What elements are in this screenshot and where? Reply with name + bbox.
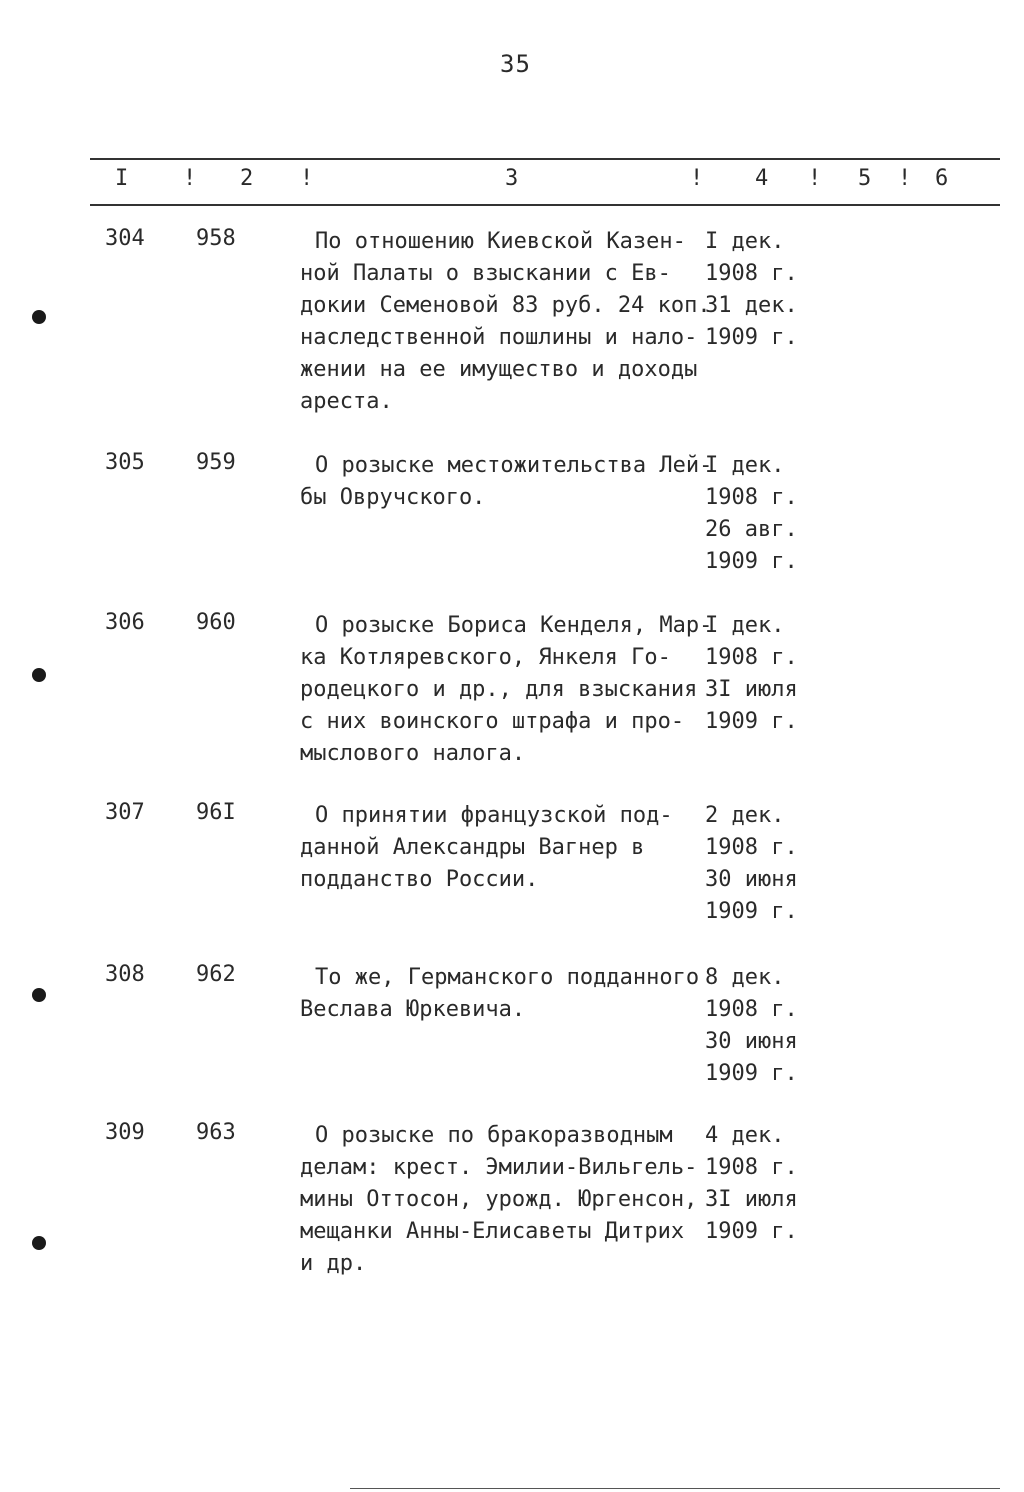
- date-line: 30 июня: [705, 1029, 798, 1054]
- date-line: 1909 г.: [705, 325, 798, 350]
- record-number: 309: [105, 1120, 145, 1145]
- header-separator: !: [183, 166, 197, 191]
- description-line: О розыске Бориса Кенделя, Мар-: [315, 613, 713, 638]
- description-line: ной Палаты о взыскании с Ев-: [300, 261, 671, 286]
- date-line: 1909 г.: [705, 1219, 798, 1244]
- record-number: 306: [105, 610, 145, 635]
- record-description: [300, 1120, 700, 1280]
- description-line: и др.: [300, 1251, 367, 1276]
- punch-hole-mark: [32, 668, 46, 682]
- description-line: данной Александры Вагнер в: [300, 835, 645, 860]
- record-dates: [705, 226, 815, 354]
- record-number: 304: [105, 226, 145, 251]
- description-line: делам: крест. Эмилии-Вильгель-: [300, 1155, 698, 1180]
- record-dates: [705, 610, 815, 738]
- header-col-4: 4: [755, 166, 769, 191]
- date-line: 1909 г.: [705, 549, 798, 574]
- punch-hole-mark: [32, 310, 46, 324]
- date-line: 8 дек.: [705, 965, 785, 990]
- file-number: 958: [196, 226, 236, 251]
- file-number: 960: [196, 610, 236, 635]
- date-line: 3I июля: [705, 1187, 798, 1212]
- header-col-2: 2: [240, 166, 254, 191]
- table-header-rule: [90, 204, 1000, 206]
- file-number: 962: [196, 962, 236, 987]
- date-line: I дек.: [705, 613, 785, 638]
- file-number: 959: [196, 450, 236, 475]
- date-line: 4 дек.: [705, 1123, 785, 1148]
- date-line: 30 июня: [705, 867, 798, 892]
- description-line: Веслава Юркевича.: [300, 997, 526, 1022]
- record-description: [300, 450, 713, 514]
- header-separator: !: [690, 166, 704, 191]
- description-line: ка Котляревского, Янкеля Го-: [300, 645, 671, 670]
- punch-hole-mark: [32, 988, 46, 1002]
- description-line: докии Семеновой 83 руб. 24 коп.: [300, 293, 711, 318]
- record-dates: [705, 800, 815, 928]
- description-line: мещанки Анны-Елисаветы Дитрих: [300, 1219, 685, 1244]
- description-line: ареста.: [300, 389, 393, 414]
- description-line: подданство России.: [300, 867, 539, 892]
- date-line: 3I июля: [705, 677, 798, 702]
- description-line: То же, Германского подданного: [315, 965, 700, 990]
- date-line: 1908 г.: [705, 1155, 798, 1180]
- date-line: I дек.: [705, 453, 785, 478]
- record-description: [300, 800, 700, 896]
- date-line: 1908 г.: [705, 261, 798, 286]
- bottom-rule: [350, 1488, 1000, 1489]
- description-line: наследственной пошлины и нало-: [300, 325, 698, 350]
- date-line: I дек.: [705, 229, 785, 254]
- page-number: 35: [500, 50, 531, 78]
- table-top-rule: [90, 158, 1000, 160]
- date-line: 1909 г.: [705, 709, 798, 734]
- header-separator: !: [300, 166, 314, 191]
- record-number: 307: [105, 800, 145, 825]
- file-number: 963: [196, 1120, 236, 1145]
- description-line: жении на ее имущество и доходы: [300, 357, 698, 382]
- record-dates: [705, 962, 815, 1090]
- date-line: 26 авг.: [705, 517, 798, 542]
- file-number: 96I: [196, 800, 236, 825]
- record-description: [300, 226, 711, 418]
- description-line: с них воинского штрафа и про-: [300, 709, 685, 734]
- description-line: О розыске по бракоразводным: [315, 1123, 673, 1148]
- description-line: О принятии французской под-: [315, 803, 673, 828]
- date-line: 1909 г.: [705, 1061, 798, 1086]
- record-description: [300, 962, 700, 1026]
- header-col-6: 6: [935, 166, 949, 191]
- description-line: родецкого и др., для взыскания: [300, 677, 698, 702]
- header-col-1: I: [115, 166, 129, 191]
- header-separator: !: [898, 166, 912, 191]
- record-dates: [705, 450, 815, 578]
- punch-hole-mark: [32, 1236, 46, 1250]
- record-description: [300, 610, 713, 770]
- record-number: 308: [105, 962, 145, 987]
- record-dates: [705, 1120, 815, 1248]
- date-line: 31 дек.: [705, 293, 798, 318]
- header-col-3: 3: [505, 166, 519, 191]
- date-line: 1908 г.: [705, 997, 798, 1022]
- description-line: мины Оттосон, урожд. Юргенсон,: [300, 1187, 698, 1212]
- date-line: 1908 г.: [705, 485, 798, 510]
- table-header: [0, 166, 1024, 196]
- description-line: мыслового налога.: [300, 741, 526, 766]
- date-line: 2 дек.: [705, 803, 785, 828]
- date-line: 1908 г.: [705, 645, 798, 670]
- date-line: 1909 г.: [705, 899, 798, 924]
- description-line: По отношению Киевской Казен-: [315, 229, 686, 254]
- record-number: 305: [105, 450, 145, 475]
- date-line: 1908 г.: [705, 835, 798, 860]
- header-col-5: 5: [858, 166, 872, 191]
- description-line: бы Овручского.: [300, 485, 486, 510]
- description-line: О розыске местожительства Лей-: [315, 453, 713, 478]
- header-separator: !: [808, 166, 822, 191]
